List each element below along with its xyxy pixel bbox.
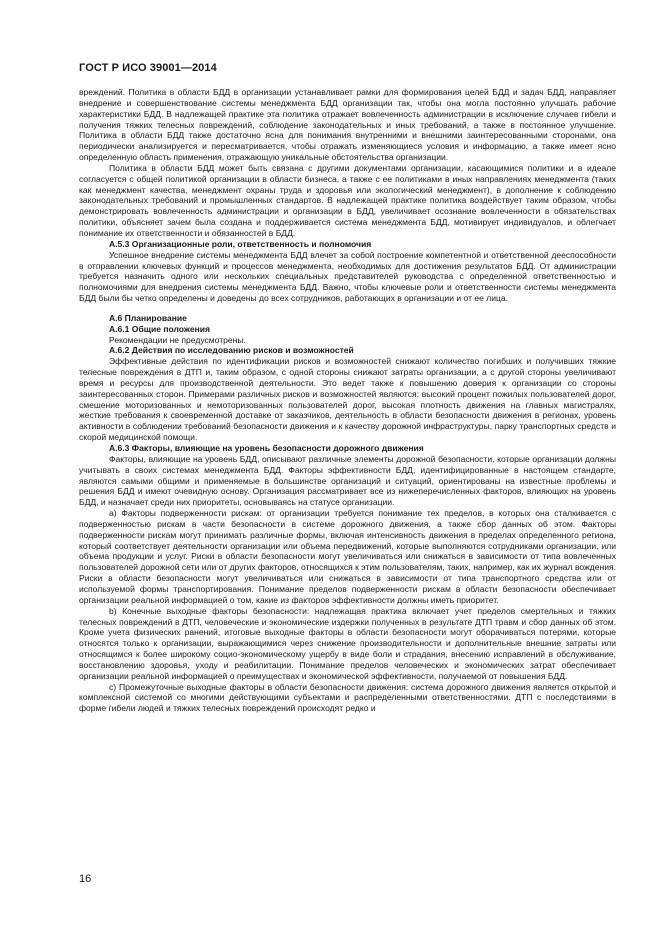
section-heading: А.5.3 Организационные роли, ответственность и полномочия: [109, 238, 372, 249]
body-paragraph: Рекомендации не предусмотрены.: [109, 334, 246, 345]
section-heading: А.6.3 Факторы, влияющие на уровень безопасности дорожного движения: [109, 443, 424, 453]
section-heading: А.6.1 Общие положения: [109, 323, 211, 334]
document-body: [79, 87, 616, 714]
list-item: а) Факторы подверженности рискам: от организации требуется понимание тех пределов, в которых она сталкивается с подверженностью рискам в части безопасности в системе дорожного движения, а также сбор данных об этом. Факторы подверженности рискам могут принимать различные формы, включая интенсивность движения в пределах определенного региона, который соответствует деятельности организации или объема передвижений, которые выполняются сотрудниками организации, или объема продукции и услуг. Риски в области безопасности могут увеличиваться или снижаться в зависимости от типа вовлеченных пользователей дорожной сети или от других факторов, относящихся к этим пользователям, таких, например, как их журнал вождения. Риски в области безопасности могут увеличиваться или снижаться в зависимости от типа транспортного средства или от используемой формы транспортирования. Понимание пределов подверженности рискам в области безопасности обеспечивает организации реальной информацией о том, какие из факторов эффективности должны иметь приоритет.: [79, 508, 616, 605]
section-heading: А.6 Планирование: [109, 312, 187, 323]
page-number: 16: [79, 873, 92, 885]
body-paragraph: Успешное внедрение системы менеджмента БДД влечет за собой построение компетентной и ответственной дееспособности в отправлении ключевых функций и процессов менеджмента, необходимых для достижения результатов БДД. От администрации требуется назначить одного или нескольких специальных представителей руководства с определенной ответственностью и полномочиями для внедрения системы менеджмента БДД. Важно, чтобы ключевые роли и ответственности системы менеджмента БДД были бы четко определены и доведены до всех сотрудников, работающих в организации и от ее лица.: [79, 249, 616, 304]
body-paragraph: Факторы, влияющие на уровень БДД, описывают различные элементы дорожной безопасности, которые организации должны учитывать в своих системах менеджмента БДД. Факторы эффективности БДД, идентифицированные в настоящем стандарте, являются самыми общими и применяемые в большинстве организаций и ситуаций, ориентированы на известные проблемы и решения БДД и имеют очевидную основу. Организация рассматривает все из нижеперечисленных факторов, влияющих на уровень БДД, и назначает среди них приоритеты, основываясь на статусе организации.: [79, 453, 616, 508]
section-heading: А.6.2 Действия по исследованию рисков и возможностей: [109, 345, 354, 356]
list-item: b) Конечные выходные факторы безопасности: надлежащая практика включает учет пределов смертельных и тяжких телесных повреждений в ДТП, человеческие и экономические издержки полученных в результате ДТП травм и сбор данных об этом. Кроме учета физических ранений, итоговые выходные факторы в области безопасности могут оборачиваться потерями, которые относятся только к организации, выражающимися через снижение производительности и дополнительные внешние затраты или относящимся к более широкому социо-экономическому ущербу в виде боли и страдания, внесению исправлений в обслуживание, восстановлению здоровья, уходу и реабилитации. Понимание пределов человеческих и экономических затрат обеспечивает организации реальной информацией о преимуществах и экономической эффективности, получаемой от повышения БДД.: [79, 605, 616, 681]
list-item: с) Промежуточные выходные факторы в области безопасности движения: система дорожного движения является открытой и комплексной системой со многими действующими субъектами и распределенными ответственностями. ДТП с последствиями в форме гибели людей и тяжких телесных повреждений происходят редко и: [79, 681, 616, 714]
body-paragraph: Эффективные действия по идентификации рисков и возможностей снижают количество погибших и получивших тяжкие телесные повреждения в ДТП и, таким образом, с одной стороны снижают затраты организации, а с другой стороны увеличивают время и ресурсы для производственной деятельности. Это ведет также к повышению доверия к организации со стороны заинтересованных сторон. Примерами различных рисков и возможностей являются: высокий процент пожилых пользователей дорог, смешение моторизованных и немоторизованных пользователей дорог, высокая плотность движения на главных магистралях, жесткие требования к своевременной доставке от заказчиков, деятельность в области безопасности движения в регионах, уровень активности в соблюдении требований безопасности движения и к качеству дорожной инфраструктуры, парку транспортных средств и скорой медицинской помощи.: [79, 356, 616, 443]
body-paragraph: вреждений. Политика в области БДД в организации устанавливает рамки для формирования целей БДД и задач БДД, направляет внедрение и совершенствование системы менеджмента БДД организации так, чтобы она могла постоянно улучшать рабочие характеристики БДД. В надлежащей практике эта политика отражает вовлеченность администрации в исключение случаев гибели и получения тяжких телесных повреждений, соблюдение законодательных и иных требований, а также в постоянное улучшение. Политика в области БДД также достаточно ясна для понимания внутренними и внешними заинтересованными сторонами, она периодически анализируется и пересматривается, чтобы отражать изменяющиеся условия и информацию, а также имеет ясно определенную область применения, отражающую уникальные обстоятельства организации.: [79, 87, 616, 163]
document-header: ГОСТ Р ИСО 39001—2014: [79, 62, 217, 74]
body-paragraph: Политика в области БДД может быть связана с другими документами организации, касающимися политики и в идеале согласуется с общей политикой организации в области бизнеса, а также с ее политиками в иных направлениях менеджмента (таких как менеджмент качества, менеджмент охраны труда и здоровья или экологический менеджмент), в дополнение к соблюдению законодательных требований и промышленных стандартов. В надлежащей практике политика воздействует таким образом, чтобы демонстрировать вовлеченность администрации и организации в БДД, увеличивает осознание вовлеченности в обязательствах политики, объясняет зачем была создана и поддерживается система менеджмента БДД, мотивирует индивидуалов, и облегчает понимание их ответственности и обязанностей в БДД.: [79, 162, 616, 238]
